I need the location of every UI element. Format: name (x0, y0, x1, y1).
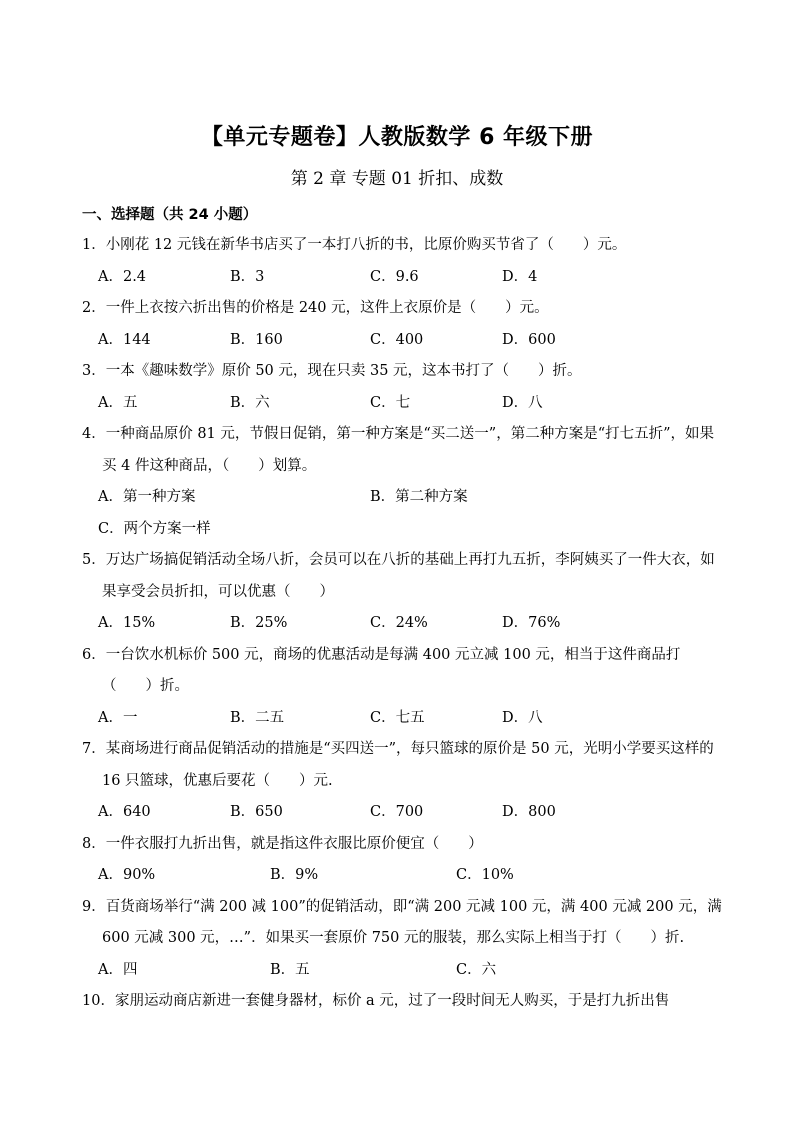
answer-option: B．二五 (230, 709, 285, 726)
answer-option: A．第一种方案 (98, 489, 196, 505)
option-row (82, 388, 722, 420)
question-10 (82, 986, 722, 1018)
question-4 (82, 419, 722, 545)
answer-option: B．第二种方案 (370, 489, 468, 505)
question-stem: 7．某商场进行商品促销活动的措施是“买四送一”，每只篮球的原价是 50 元，光明小学要买这样的 16 只篮球，优惠后要花（ ）元. (82, 741, 714, 789)
option-row (82, 514, 722, 546)
answer-option: C．10% (456, 867, 514, 883)
answer-option: D．八 (502, 709, 543, 726)
answer-option: A．15% (98, 615, 156, 631)
answer-option: C．两个方案一样 (98, 520, 211, 537)
answer-option: B．160 (230, 331, 283, 348)
answer-option: D．800 (502, 804, 556, 820)
option-row (82, 703, 722, 735)
question-list (82, 230, 722, 1018)
answer-option: C．七 (370, 394, 411, 411)
question-stem: 5．万达广场搞促销活动全场八折，会员可以在八折的基础上再打九五折，李阿姨买了一件大衣，如果享受会员折扣，可以优惠（ ） (82, 552, 715, 600)
option-row (82, 797, 722, 829)
page-title: 【单元专题卷】人教版数学 6 年级下册 (200, 125, 594, 150)
answer-option: A．四 (98, 961, 138, 978)
answer-option: A．144 (98, 331, 151, 348)
answer-option: D．八 (502, 394, 543, 411)
question-stem: 3．一本《趣味数学》原价 50 元，现在只卖 35 元，这本书打了（ ）折。 (82, 363, 582, 379)
answer-option: B．9% (270, 867, 319, 883)
question-6 (82, 640, 722, 735)
answer-option: B．六 (230, 394, 270, 411)
option-row (82, 608, 722, 640)
question-stem: 8．一件衣服打九折出售，就是指这件衣服比原价便宜（ ） (82, 835, 483, 852)
option-row (82, 262, 722, 294)
section-heading: 一、选择题（共 24 小题） (82, 207, 258, 223)
answer-option: A．640 (98, 804, 151, 820)
answer-option: B．3 (230, 268, 265, 285)
answer-option: C．400 (370, 331, 424, 348)
answer-option: A．五 (98, 394, 138, 411)
question-5 (82, 545, 722, 640)
question-7 (82, 734, 722, 829)
answer-option: A．90% (98, 867, 156, 883)
option-row (82, 482, 722, 514)
answer-option: D．76% (502, 615, 561, 631)
question-9 (82, 892, 722, 987)
answer-option: A．一 (98, 709, 138, 726)
question-1 (82, 230, 722, 293)
question-stem: 4．一种商品原价 81 元，节假日促销，第一种方案是“买二送一”，第二种方案是“打七五折”，如果买 4 件这种商品，（ ）划算。 (82, 426, 715, 474)
answer-option: A．2.4 (98, 268, 147, 285)
answer-option: D．600 (502, 331, 556, 348)
question-stem: 9．百货商场举行“满 200 减 100”的促销活动，即“满 200 元减 100 元，满 400 元减 200 元，满 600 元减 300 元，…”．如果买一套原价 750 元的服装，那么实际上相当于打（ ）折. (82, 898, 722, 946)
answer-option: C．六 (456, 961, 497, 978)
option-row (82, 860, 722, 892)
answer-option: B．五 (270, 961, 310, 978)
answer-option: D．4 (502, 268, 538, 285)
answer-option: B．25% (230, 615, 288, 631)
question-2 (82, 293, 722, 356)
answer-option: C．24% (370, 615, 428, 631)
question-8 (82, 829, 722, 892)
question-3 (82, 356, 722, 419)
page-subtitle: 第 2 章 专题 01 折扣、成数 (290, 169, 504, 189)
answer-option: C．9.6 (370, 268, 419, 285)
question-stem: 6．一台饮水机标价 500 元，商场的优惠活动是每满 400 元立减 100 元，相当于这件商品打（ ）折。 (82, 646, 681, 694)
answer-option: B．650 (230, 804, 283, 820)
question-stem: 1．小刚花 12 元钱在新华书店买了一本打八折的书，比原价购买节省了（ ）元。 (82, 237, 627, 253)
option-row (82, 955, 722, 987)
question-stem: 10．家朋运动商店新进一套健身器材，标价 a 元，过了一段时间无人购买，于是打九折出售 (82, 993, 670, 1009)
answer-option: C．七五 (370, 709, 425, 726)
answer-option: C．700 (370, 804, 424, 820)
question-stem: 2．一件上衣按六折出售的价格是 240 元，这件上衣原价是（ ）元。 (82, 300, 549, 316)
option-row (82, 325, 722, 357)
